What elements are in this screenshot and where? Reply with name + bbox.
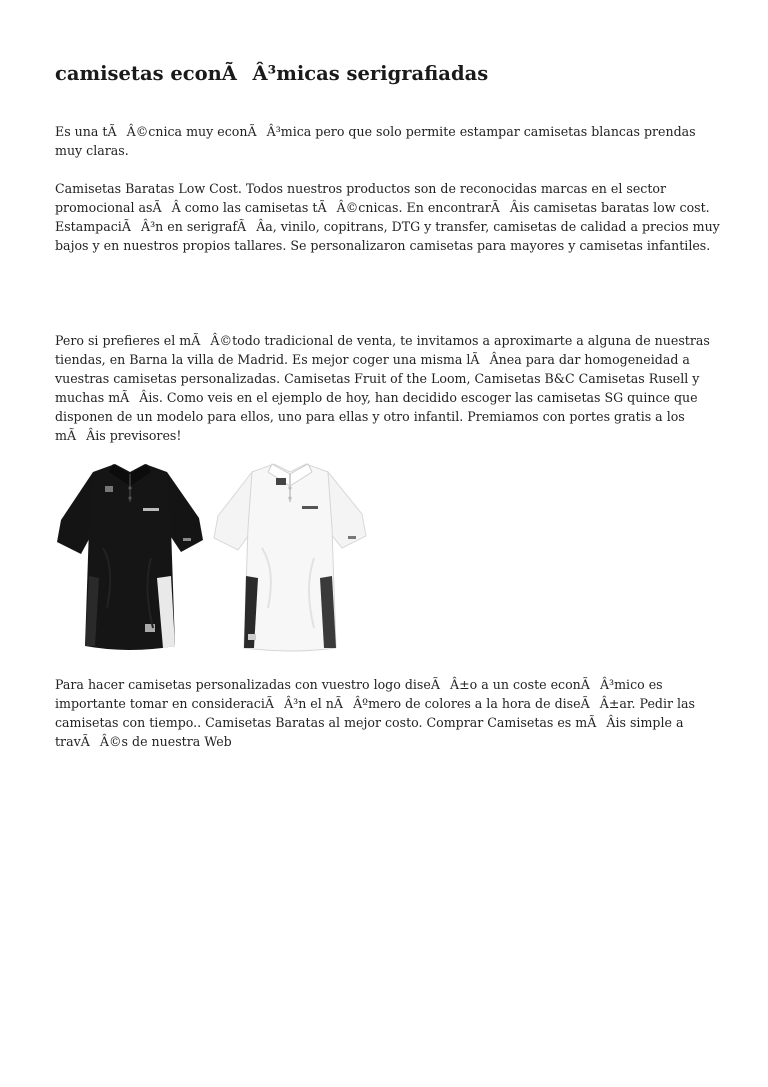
paragraph-3: Pero si prefieres el mÃÂ©todo tradicional de venta, te invitamos a aproximarte a alguna de nuestras tiendas, en Barna la villa de Madrid. Es mejor coger una misma lÃÂnea para dar homogeneidad a vuestras camisetas personalizadas. Camisetas Fruit of the Loom, Camisetas B&C Camisetas Rusell y muchas mÃÂis. Como veis en el ejemplo de hoy, han decidido escoger las camisetas SG quince que disponen de un modelo para ellos, uno para ellas y otro infantil. Premiamos con portes gratis a los mÃÂis previsores! <box>55 333 710 443</box>
white-polo-shirt-icon <box>210 458 370 654</box>
black-polo-shirt-icon <box>55 458 205 654</box>
paragraph-2: Camisetas Baratas Low Cost. Todos nuestros productos son de reconocidas marcas en el sector promocional asÃÂ como las camisetas tÃÂ©cnicas. En encontrarÃÂis camisetas baratas low cost. EstampaciÃÂ³n en serigrafÃÂa, vinilo, copitrans, DTG y transfer, camisetas de calidad a precios muy bajos y en nuestros propios tallares. Se personalizaron camisetas para mayores y camisetas infantiles. <box>55 181 720 253</box>
polo-shirts-image <box>55 458 375 658</box>
page-title: camisetas econÃÂ³micas serigrafiadas <box>55 62 489 85</box>
paragraph-4: Para hacer camisetas personalizadas con vuestro logo diseÃÂ±o a un coste econÃÂ³mico es importante tomar en consideraciÃÂ³n el nÃÂºmero de colores a la hora de diseÃÂ±ar. Pedir las camisetas con tiempo.. Camisetas Baratas al mejor costo. Comprar Camisetas es mÃÂis simple a travÃÂ©s de nuestra Web <box>55 677 696 749</box>
paragraph-1: Es una tÃÂ©cnica muy econÃÂ³mica pero que solo permite estampar camisetas blancas prendas muy claras. <box>55 124 696 158</box>
